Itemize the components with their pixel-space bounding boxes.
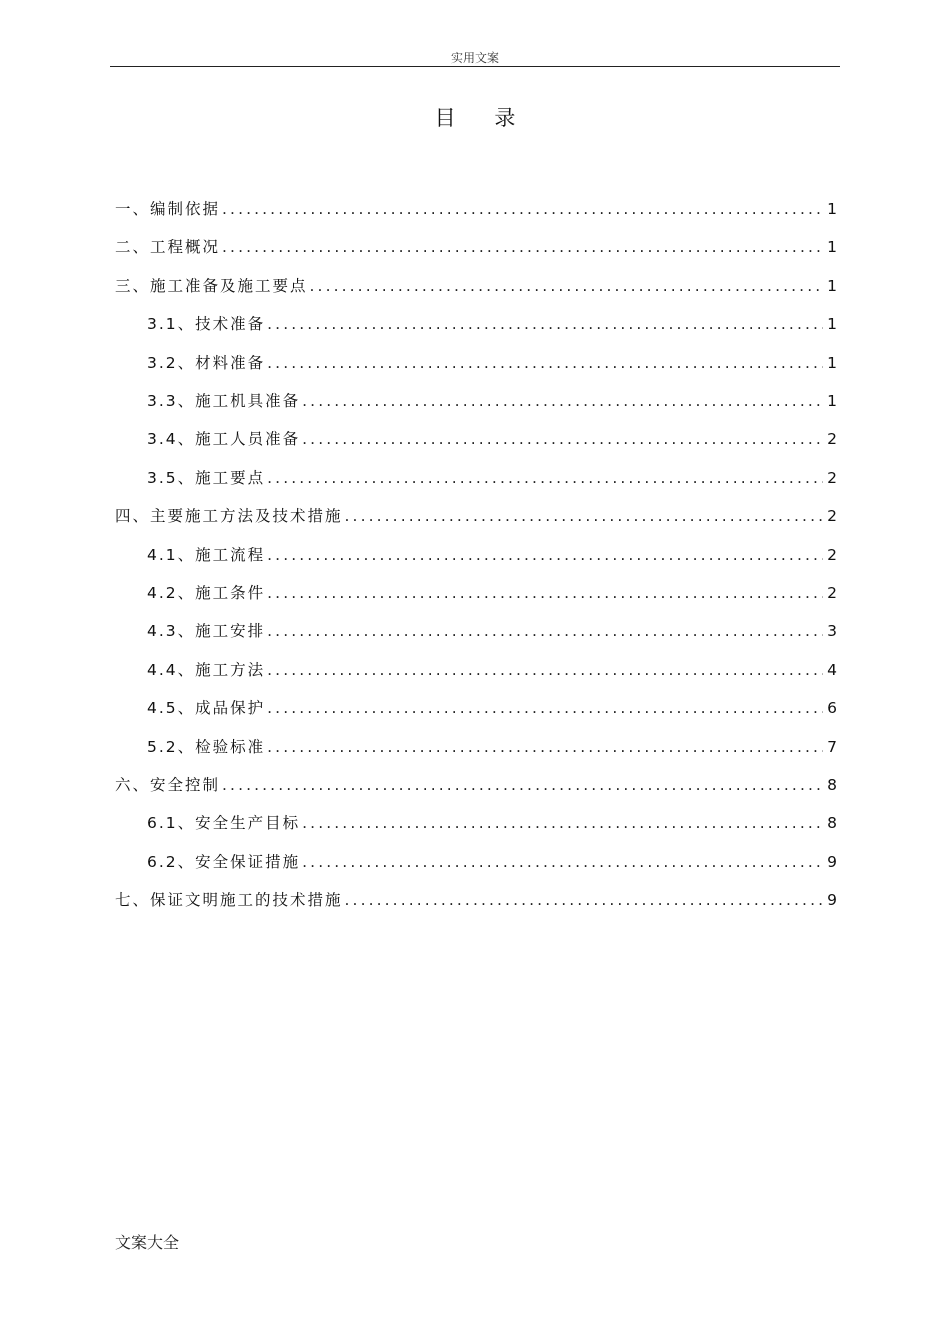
toc-entry-page: 2 (827, 468, 837, 487)
toc-entry[interactable] (147, 694, 837, 722)
toc-entry-label: 5.2、检验标准 (147, 737, 266, 756)
toc-entry-page: 8 (827, 776, 837, 794)
toc-entry[interactable] (147, 809, 837, 837)
toc-entry-label: 3.2、材料准备 (147, 353, 266, 372)
toc-leader-dots (267, 464, 823, 492)
toc-entry-page: 2 (827, 545, 837, 564)
toc-leader-dots (345, 502, 823, 530)
toc-entry-page: 6 (827, 699, 837, 718)
toc-leader-dots (222, 195, 823, 223)
toc-entry[interactable] (147, 387, 837, 415)
toc-leader-dots (302, 848, 823, 876)
toc-leader-dots (302, 387, 823, 415)
toc-entry-label: 六、安全控制 (115, 776, 221, 794)
toc-title: 目 录 (434, 106, 532, 130)
toc-leader-dots (222, 233, 823, 261)
toc-entry-label: 4.1、施工流程 (147, 545, 266, 564)
toc-entry-page: 1 (827, 276, 837, 295)
toc-leader-dots (267, 733, 823, 761)
toc-leader-dots (345, 886, 823, 914)
toc-entry[interactable] (115, 502, 837, 530)
toc-entry-label: 四、主要施工方法及技术措施 (115, 507, 343, 526)
toc-entry-page: 1 (827, 315, 837, 334)
toc-entry-page: 7 (827, 737, 837, 756)
toc-leader-dots (267, 656, 823, 684)
toc-entry-label: 3.3、施工机具准备 (147, 392, 301, 410)
toc-entry-page: 8 (827, 814, 837, 833)
toc-entry-label: 4.2、施工条件 (147, 584, 266, 602)
toc-entry-label: 6.1、安全生产目标 (147, 814, 301, 833)
toc-entry-label: 七、保证文明施工的技术措施 (115, 891, 343, 910)
toc-entry[interactable] (115, 771, 837, 799)
toc-entry[interactable] (115, 233, 837, 261)
toc-leader-dots (310, 272, 823, 300)
toc-entry-label: 6.2、安全保证措施 (147, 852, 301, 871)
toc-entry-page: 9 (827, 852, 837, 871)
toc-entry-label: 4.4、施工方法 (147, 660, 266, 679)
toc-entry-page: 3 (827, 622, 837, 641)
toc-entry-label: 二、工程概况 (115, 238, 221, 257)
toc-entry-page: 4 (827, 660, 837, 679)
toc-entry-page: 9 (827, 891, 837, 910)
toc-entry-page: 2 (827, 584, 837, 602)
toc-leader-dots (267, 349, 823, 377)
toc-entry-label: 3.1、技术准备 (147, 315, 266, 334)
toc-entry-page: 2 (827, 507, 837, 526)
toc-entry[interactable] (115, 195, 837, 223)
toc-entry[interactable] (115, 272, 837, 300)
toc-entry[interactable] (147, 617, 837, 645)
toc-entry-label: 3.4、施工人员准备 (147, 430, 301, 449)
page-header: 实用文案 (110, 50, 840, 67)
toc-entry-page: 1 (827, 200, 837, 218)
toc-entry-page: 1 (827, 238, 837, 257)
toc-leader-dots (267, 579, 823, 607)
toc-entry-page: 1 (827, 353, 837, 372)
toc-entry[interactable] (147, 733, 837, 761)
toc-entry[interactable] (147, 310, 837, 338)
toc-leader-dots (302, 425, 823, 453)
toc-leader-dots (267, 617, 823, 645)
toc-entry[interactable] (147, 349, 837, 377)
toc-leader-dots (222, 771, 823, 799)
toc-entry-label: 一、编制依据 (115, 200, 221, 218)
toc-leader-dots (267, 310, 823, 338)
toc-leader-dots (267, 541, 823, 569)
toc-entry[interactable] (115, 886, 837, 914)
toc-leader-dots (302, 809, 823, 837)
toc-entry-label: 三、施工准备及施工要点 (115, 276, 308, 295)
toc-entry[interactable] (147, 464, 837, 492)
toc-entry[interactable] (147, 848, 837, 876)
toc-leader-dots (267, 694, 823, 722)
toc-entry-label: 4.3、施工安排 (147, 622, 266, 641)
toc-entry[interactable] (147, 425, 837, 453)
page-footer: 文案大全 (115, 1233, 180, 1252)
toc-entry-page: 1 (827, 392, 837, 410)
toc-entry[interactable] (147, 656, 837, 684)
toc-entry-label: 3.5、施工要点 (147, 468, 266, 487)
toc-entry-page: 2 (827, 430, 837, 449)
toc-entry[interactable] (147, 541, 837, 569)
toc-entry-label: 4.5、成品保护 (147, 699, 266, 718)
toc-entry[interactable] (147, 579, 837, 607)
